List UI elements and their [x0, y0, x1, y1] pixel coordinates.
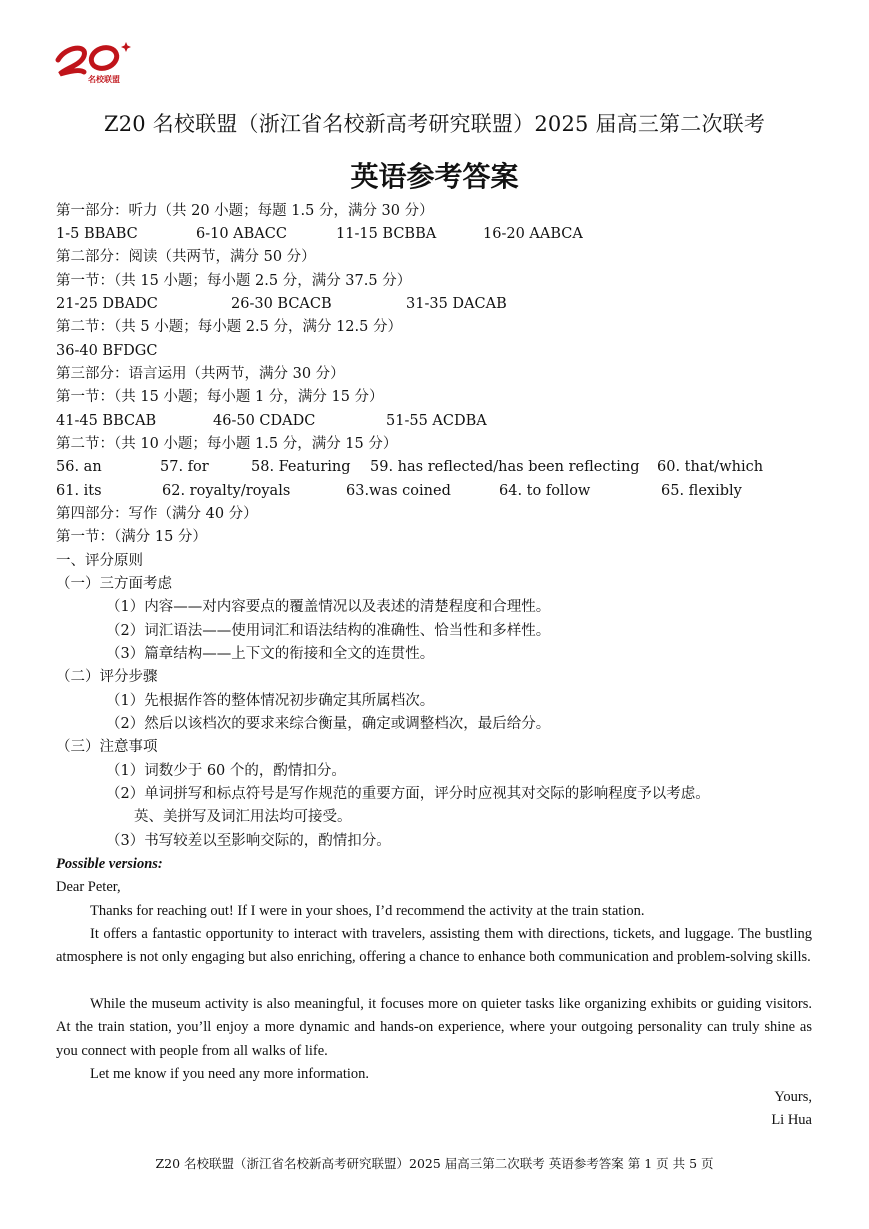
part2-sec2-heading: 第二节：（共 5 小题；每小题 2.5 分，满分 12.5 分） [56, 319, 402, 335]
fill-answer: 61. its [56, 483, 102, 499]
answer-group: 21-25 DBADC [56, 296, 158, 312]
scoring-item: （2）然后以该档次的要求来综合衡量，确定或调整档次，最后给分。 [106, 716, 551, 732]
fill-answer: 60. that/which [657, 459, 764, 475]
essay-paragraph: It offers a fantastic opportunity to interact with travelers, assisting them with directions, tickets, and luggage. The bustling atmosphere is not only engaging but also enriching, offering a chance to enhance both communication and problem-solving skills. [56, 926, 812, 966]
fill-answer: 62. royalty/royals [162, 483, 291, 499]
part3-sec2-heading: 第二节：（共 10 小题；每小题 1.5 分，满分 15 分） [56, 436, 398, 452]
document-title: Z20 名校联盟（浙江省名校新高考研究联盟）2025 届高三第二次联考 [103, 112, 766, 136]
part3-sec1-heading: 第一节：（共 15 小题；每小题 1 分，满分 15 分） [56, 389, 384, 405]
fill-answer: 58. Featuring [251, 459, 351, 475]
essay-greeting: Dear Peter, [56, 879, 121, 895]
scoring-item: （3）篇章结构——上下文的衔接和全文的连贯性。 [106, 646, 435, 662]
fill-answer: 64. to follow [499, 483, 591, 499]
answer-group: 36-40 BFDGC [56, 343, 158, 359]
essay-closing: Yours, [774, 1089, 812, 1105]
page-footer: Z20 名校联盟（浙江省名校新高考研究联盟）2025 届高三第二次联考 英语参考答案 第 1 页 共 5 页 [155, 1156, 714, 1171]
scoring-subheading: （二）评分步骤 [56, 669, 158, 685]
essay-paragraph: Let me know if you need any more information. [90, 1066, 370, 1082]
part1-heading: 第一部分：听力（共 20 小题；每题 1.5 分，满分 30 分） [56, 203, 434, 219]
answer-group: 6-10 ABACC [196, 226, 287, 242]
document-subtitle: 英语参考答案 [350, 160, 519, 193]
answer-group: 31-35 DACAB [406, 296, 507, 312]
scoring-principles-heading: 一、评分原则 [56, 553, 143, 569]
answer-group: 51-55 ACDBA [386, 413, 487, 429]
scoring-item: （1）词数少于 60 个的，酌情扣分。 [106, 763, 346, 779]
answer-group: 46-50 CDADC [213, 413, 316, 429]
scoring-subheading: （一）三方面考虑 [56, 576, 172, 592]
answer-group: 16-20 AABCA [483, 226, 583, 242]
scoring-item: （3）书写较差以至影响交际的，酌情扣分。 [106, 833, 391, 849]
part4-sec1-heading: 第一节：（满分 15 分） [56, 529, 207, 545]
fill-answer: 59. has reflected/has been reflecting [370, 459, 640, 475]
answer-group: 41-45 BBCAB [56, 413, 157, 429]
scoring-item-continued: 英、美拼写及词汇用法均可接受。 [134, 809, 352, 825]
essay-paragraph: Thanks for reaching out! If I were in your shoes, I’d recommend the activity at the train station. [90, 903, 645, 919]
possible-versions-label: Possible versions: [56, 856, 163, 872]
fill-answer: 57. for [160, 459, 209, 475]
scoring-subheading: （三）注意事项 [56, 739, 158, 755]
scoring-item: （1）先根据作答的整体情况初步确定其所属档次。 [106, 693, 435, 709]
scoring-item: （1）内容——对内容要点的覆盖情况以及表述的清楚程度和合理性。 [106, 599, 551, 615]
part2-heading: 第二部分：阅读（共两节，满分 50 分） [56, 249, 316, 265]
part2-sec1-heading: 第一节：（共 15 小题；每小题 2.5 分，满分 37.5 分） [56, 273, 412, 289]
answer-group: 1-5 BBABC [56, 226, 138, 242]
part3-heading: 第三部分：语言运用（共两节，满分 30 分） [56, 366, 345, 382]
scoring-item: （2）单词拼写和标点符号是写作规范的重要方面，评分时应视其对交际的影响程度予以考虑。 [106, 786, 710, 802]
essay-paragraph: While the museum activity is also meaningful, it focuses more on quieter tasks like organizing exhibits or guiding visitors. At the train station, you’ll enjoy a more dynamic and hands-on experience, where your outgoing personality can truly shine as you connect with people from all walks of life. [56, 996, 812, 1059]
logo-text: 名校联盟 [88, 75, 120, 84]
essay-signature: Li Hua [771, 1112, 812, 1128]
answer-group: 11-15 BCBBA [336, 226, 437, 242]
fill-answer: 56. an [56, 459, 102, 475]
fill-answer: 65. flexibly [661, 483, 742, 499]
fill-answer: 63.was coined [346, 483, 451, 499]
scoring-item: （2）词汇语法——使用词汇和语法结构的准确性、恰当性和多样性。 [106, 623, 551, 639]
school-union-logo [54, 38, 134, 86]
part4-heading: 第四部分：写作（满分 40 分） [56, 506, 258, 522]
answer-group: 26-30 BCACB [231, 296, 332, 312]
